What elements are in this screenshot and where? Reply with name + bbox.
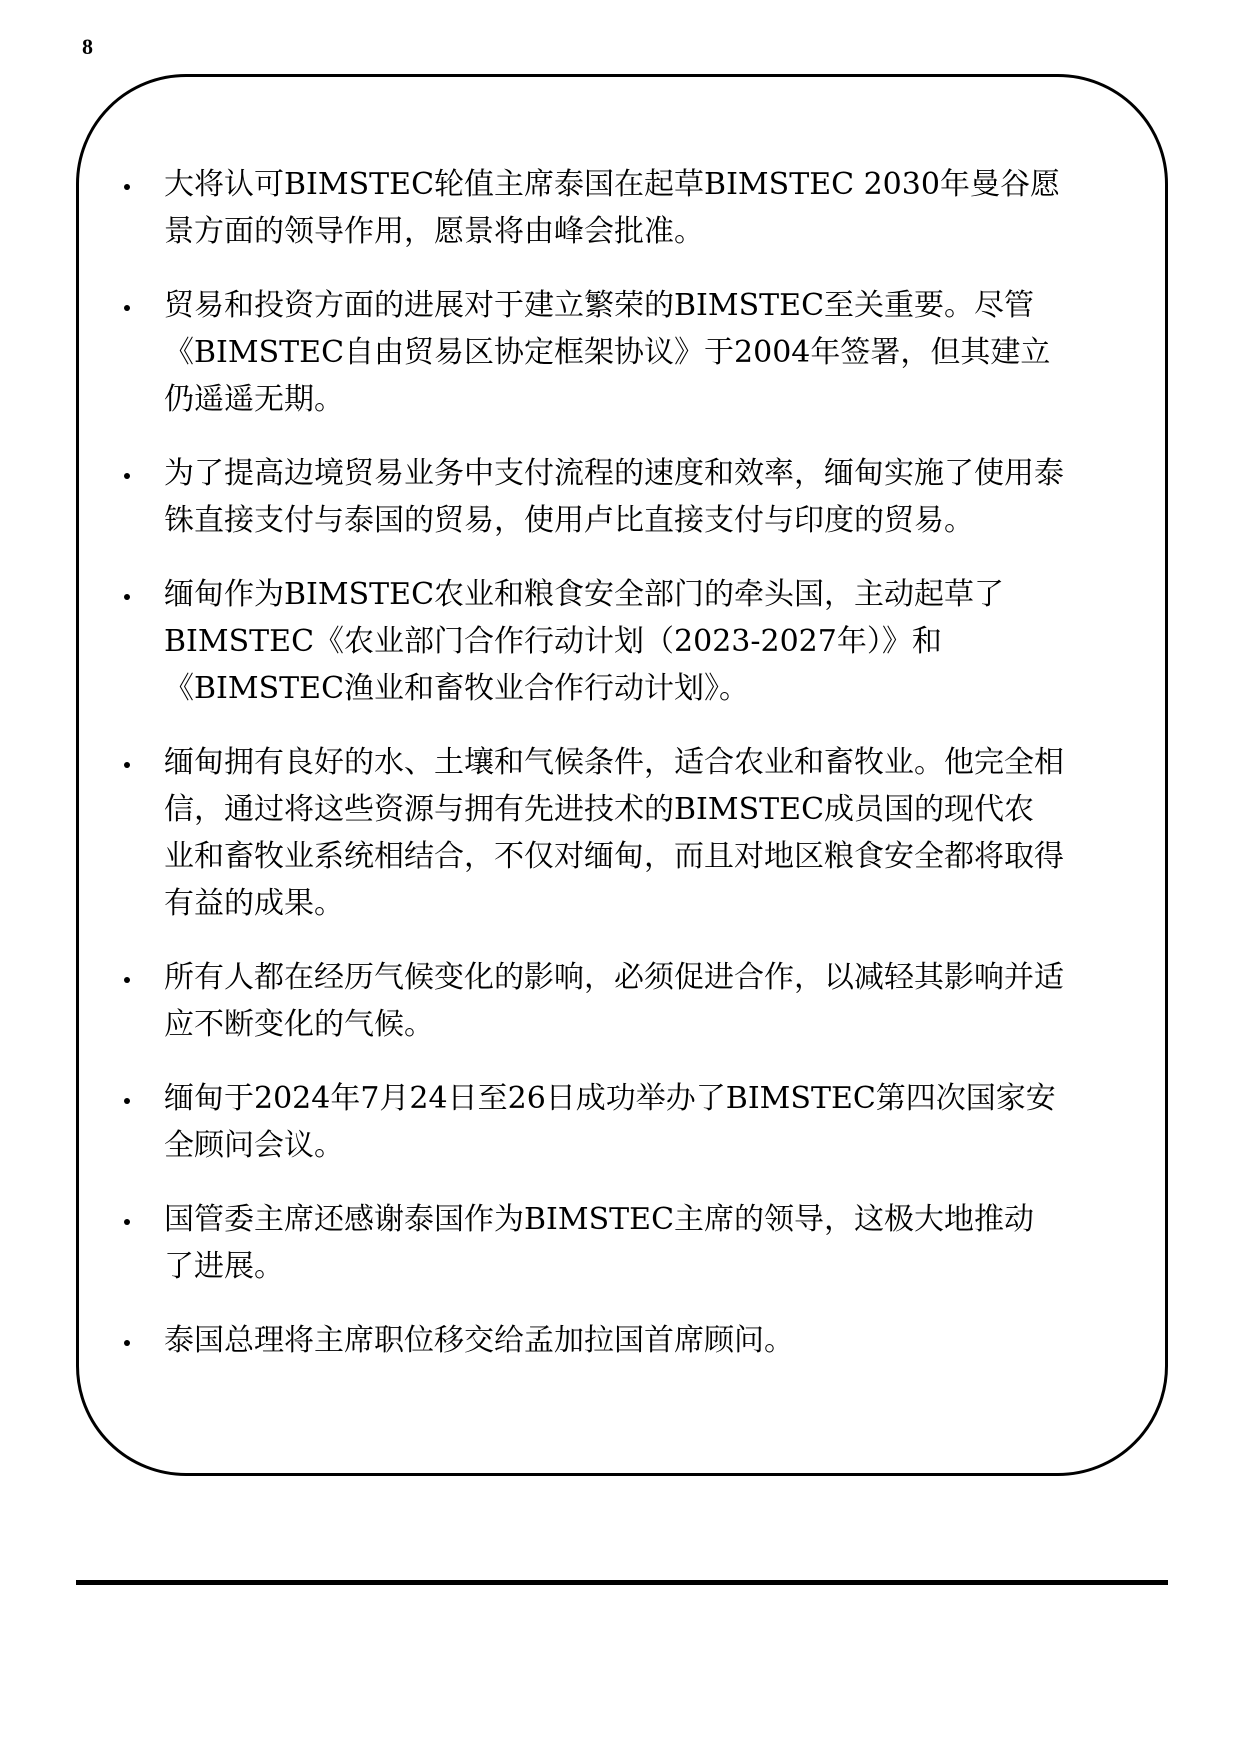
page-number: 8 [82, 34, 93, 59]
bullet-item [79, 739, 1064, 927]
bullet-item [79, 161, 1064, 255]
bullet-box [76, 74, 1168, 1476]
bullet-item [79, 954, 1064, 1048]
bullet-text: 大将认可BIMSTEC轮值主席泰国在起草BIMSTEC 2030年曼谷愿景方面的领导作用，愿景将由峰会批准。 [164, 167, 1060, 249]
bullet-item [79, 450, 1064, 544]
bullet-text: 缅甸作为BIMSTEC农业和粮食安全部门的牵头国，主动起草了BIMSTEC《农业部门合作行动计划（2023-2027年）》和《BIMSTEC渔业和畜牧业合作行动计划》。 [164, 577, 1005, 706]
bullet-dot-icon [124, 184, 130, 190]
footer-rule [76, 1580, 1168, 1585]
bullet-dot-icon [124, 1098, 130, 1104]
bullet-item [79, 1196, 1064, 1290]
bullet-text: 为了提高边境贸易业务中支付流程的速度和效率，缅甸实施了使用泰铢直接支付与泰国的贸易，使用卢比直接支付与印度的贸易。 [164, 456, 1064, 538]
bullet-dot-icon [124, 977, 130, 983]
bullet-text: 国管委主席还感谢泰国作为BIMSTEC主席的领导，这极大地推动了进展。 [164, 1202, 1035, 1284]
bullet-text: 所有人都在经历气候变化的影响，必须促进合作，以减轻其影响并适应不断变化的气候。 [164, 960, 1064, 1042]
bullet-item [79, 282, 1064, 423]
bullet-dot-icon [124, 762, 130, 768]
bullet-item [79, 1075, 1064, 1169]
bullet-text: 贸易和投资方面的进展对于建立繁荣的BIMSTEC至关重要。尽管《BIMSTEC自由贸易区协定框架协议》于2004年签署，但其建立仍遥遥无期。 [164, 288, 1051, 417]
bullet-item [79, 571, 1064, 712]
bullet-dot-icon [124, 594, 130, 600]
bullet-text: 缅甸拥有良好的水、土壤和气候条件，适合农业和畜牧业。他完全相信，通过将这些资源与拥有先进技术的BIMSTEC成员国的现代农业和畜牧业系统相结合，不仅对缅甸，而且对地区粮食安全都将取得有益的成果。 [164, 745, 1064, 921]
bullet-dot-icon [124, 1219, 130, 1225]
bullet-text: 泰国总理将主席职位移交给孟加拉国首席顾问。 [164, 1323, 794, 1358]
bullet-text: 缅甸于2024年7月24日至26日成功举办了BIMSTEC第四次国家安全顾问会议。 [164, 1081, 1056, 1163]
bullet-dot-icon [124, 1340, 130, 1346]
bullet-item [79, 1317, 1064, 1364]
bullet-list [79, 161, 1165, 1391]
bullet-dot-icon [124, 305, 130, 311]
bullet-dot-icon [124, 473, 130, 479]
